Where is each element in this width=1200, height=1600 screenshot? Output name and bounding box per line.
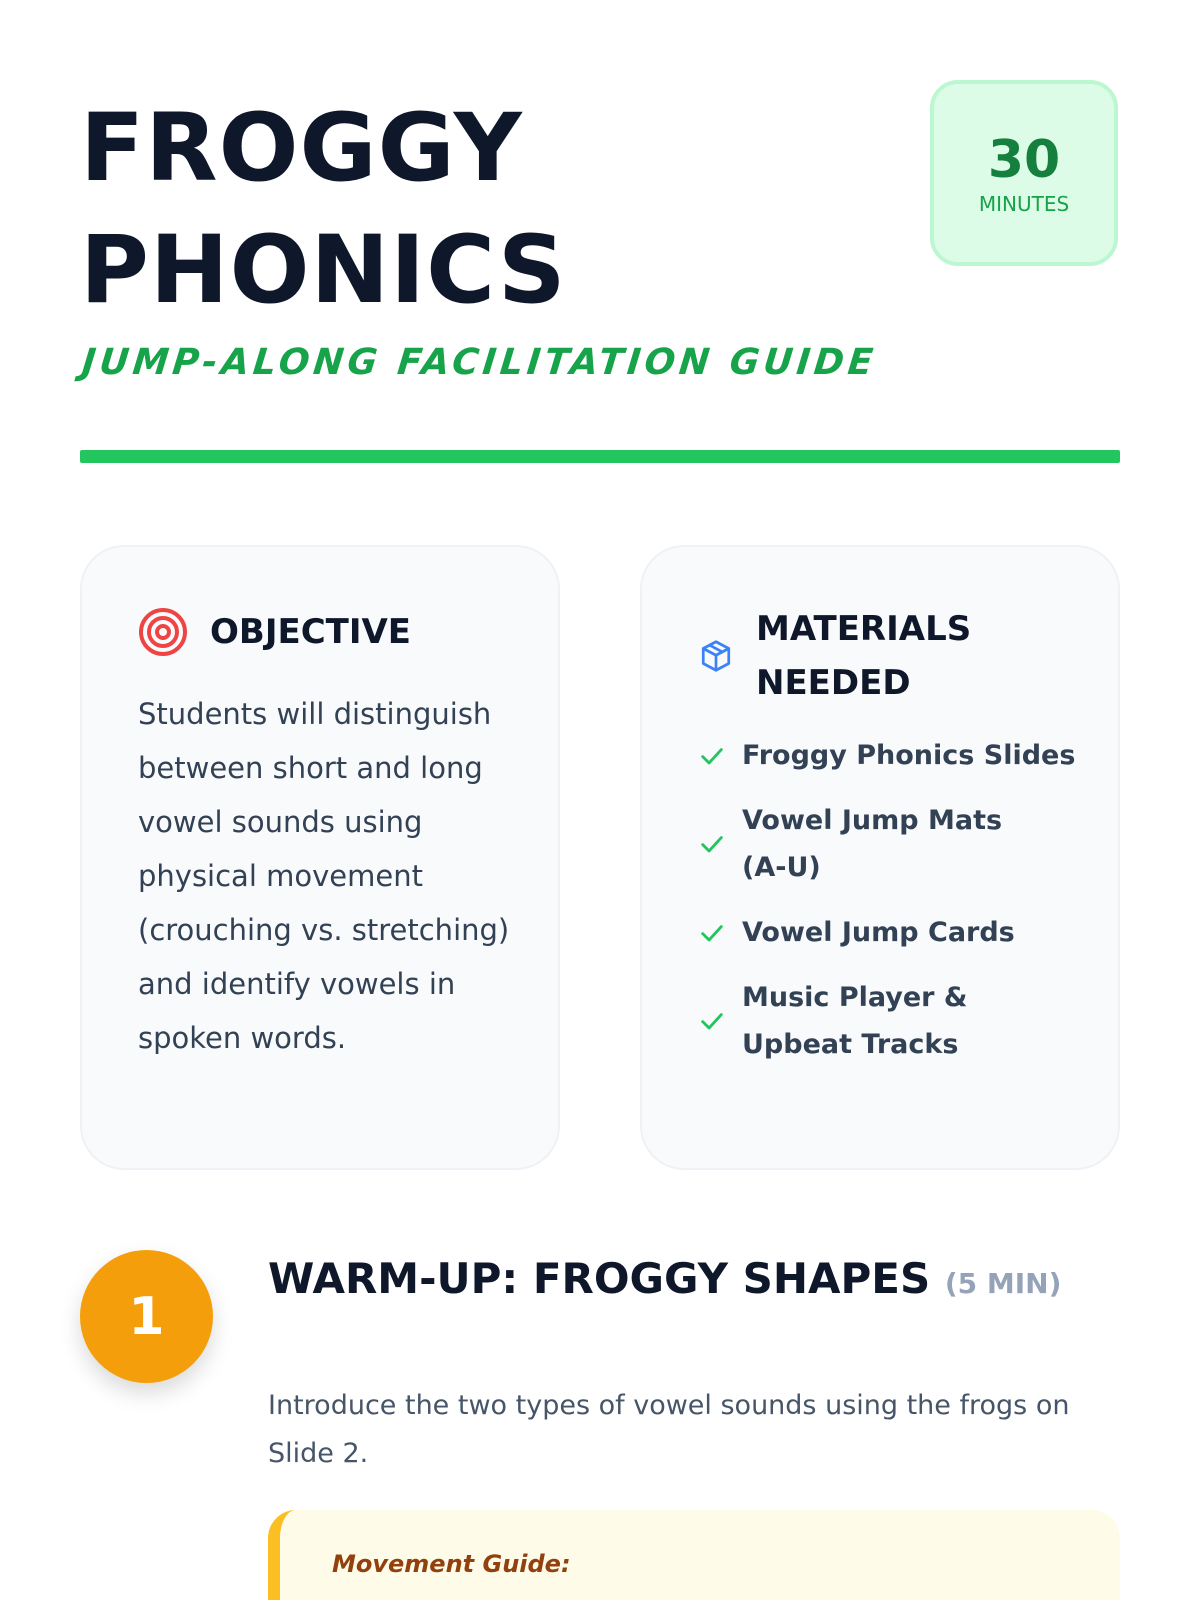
- materials-item-label: Vowel Jump Mats (A-U): [742, 805, 1003, 883]
- materials-title: MATERIALS NEEDED: [756, 609, 972, 703]
- callout-title: Movement Guide:: [332, 1550, 571, 1578]
- duration-value: 30: [987, 130, 1061, 190]
- materials-item: [698, 732, 1078, 779]
- title-line-2: PHONICS: [80, 216, 567, 325]
- materials-header: [698, 602, 1016, 710]
- materials-item: [698, 797, 1078, 891]
- step-title: [268, 1248, 1128, 1315]
- duration-unit: MINUTES: [978, 192, 1070, 216]
- step-description: Introduce the two types of vowel sounds using the frogs on Slide 2.: [268, 1390, 1070, 1469]
- duration-badge: [930, 80, 1118, 266]
- materials-item: [698, 974, 1078, 1068]
- materials-item-label: Froggy Phonics Slides: [742, 740, 1076, 771]
- objective-header: [138, 605, 411, 659]
- check-icon: [698, 919, 732, 947]
- materials-item-label: Vowel Jump Cards: [742, 917, 1015, 948]
- movement-guide-callout: [268, 1510, 1120, 1600]
- objective-card: [80, 545, 560, 1170]
- header-divider: [80, 450, 1120, 463]
- materials-card: [640, 545, 1120, 1170]
- target-icon: [138, 607, 188, 657]
- materials-list: [698, 732, 1078, 1086]
- check-icon: [698, 1007, 732, 1035]
- step-number-badge: 1: [80, 1250, 213, 1383]
- page-title: [80, 88, 840, 332]
- check-icon: [698, 830, 732, 858]
- title-line-1: FROGGY: [80, 94, 523, 203]
- materials-item: [698, 909, 1078, 956]
- page-subtitle: JUMP-ALONG FACILITATION GUIDE: [80, 342, 879, 383]
- check-icon: [698, 742, 732, 770]
- box-icon: [698, 638, 734, 674]
- step-title-text: WARM-UP: FROGGY SHAPES: [268, 1254, 931, 1303]
- objective-text: Students will distinguish between short and long vowel sounds using physical movement (crouching vs. stretching) and identify vowels in spoken words.: [138, 697, 510, 1055]
- step-duration: (5 MIN): [944, 1267, 1062, 1300]
- materials-item-label: Music Player & Upbeat Tracks: [742, 982, 968, 1060]
- objective-title: OBJECTIVE: [210, 612, 412, 652]
